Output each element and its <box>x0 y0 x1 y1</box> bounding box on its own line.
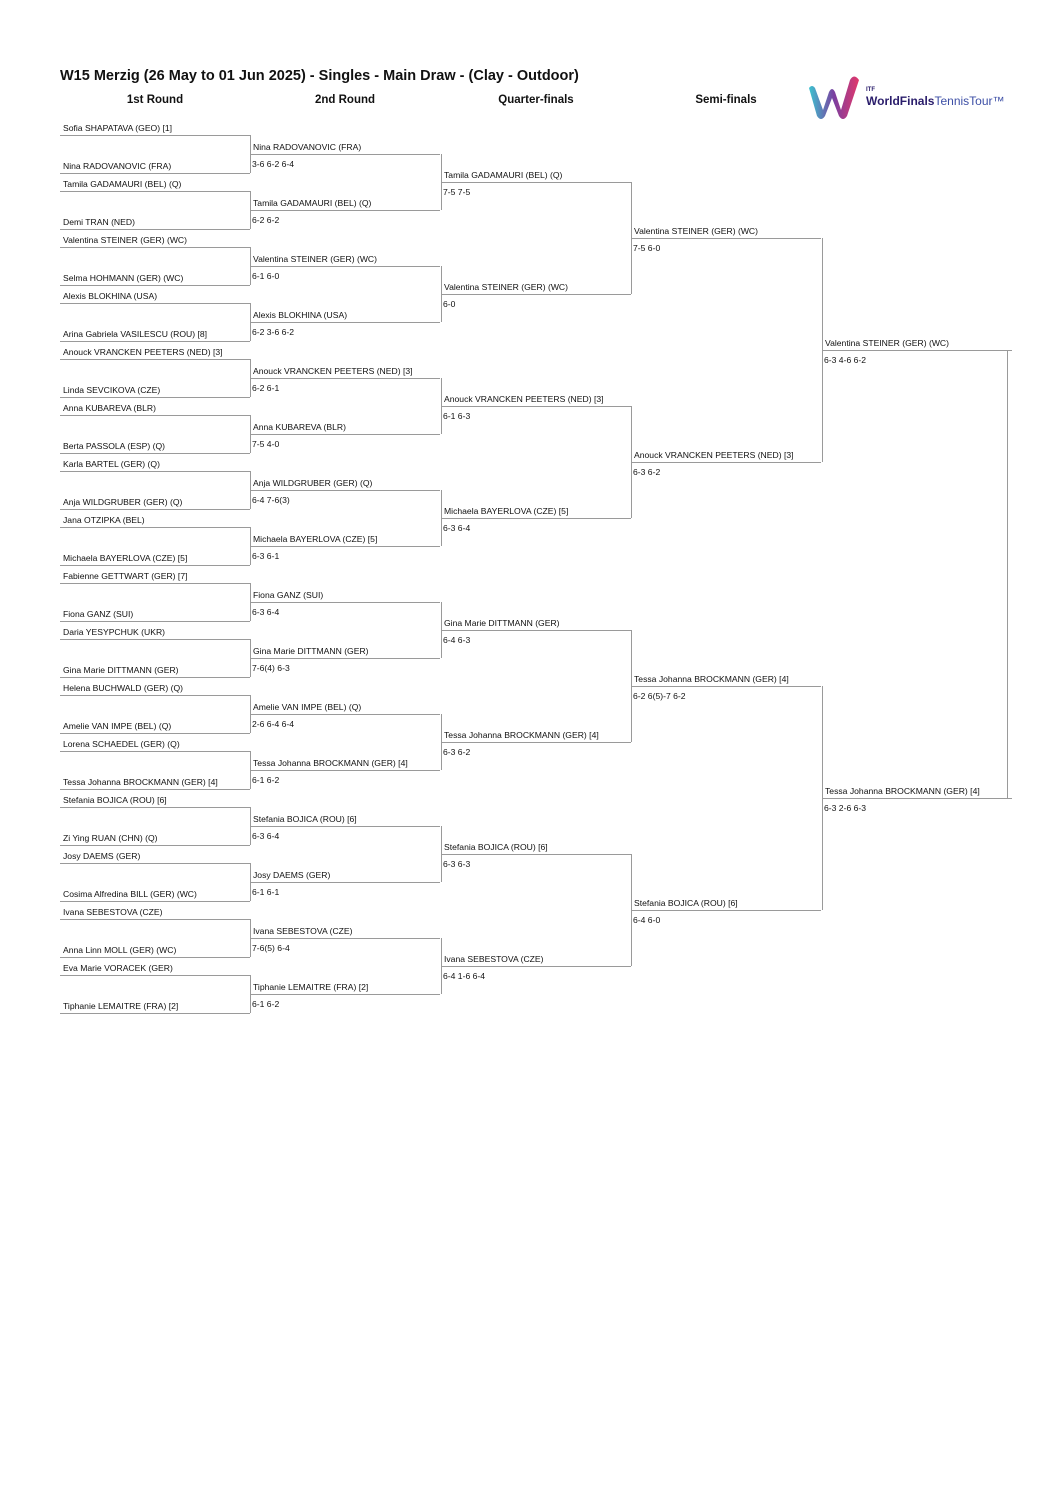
bracket-line <box>60 341 250 342</box>
bracket-line <box>250 546 440 547</box>
player-name-r2: Josy DAEMS (GER) <box>253 870 331 880</box>
bracket-line <box>60 975 250 976</box>
player-name-r2: Amelie VAN IMPE (BEL) (Q) <box>253 702 362 712</box>
match-score-r2: 6-2 3-6 6-2 <box>252 327 295 337</box>
bracket-line <box>60 471 250 472</box>
bracket-line <box>60 863 250 864</box>
bracket-line <box>631 238 821 239</box>
player-name-r1: Valentina STEINER (GER) (WC) <box>63 235 187 245</box>
bracket-line <box>60 415 250 416</box>
player-name-r1: Anouck VRANCKEN PEETERS (NED) [3] <box>63 347 223 357</box>
match-score-r2: 6-2 6-2 <box>252 215 280 225</box>
player-name-r1: Anja WILDGRUBER (GER) (Q) <box>63 497 183 507</box>
match-score-r2: 6-1 6-0 <box>252 271 280 281</box>
player-name-r1: Eva Marie VORACEK (GER) <box>63 963 173 973</box>
bracket-line <box>60 135 250 136</box>
match-score-final: 6-3 2-6 6-3 <box>824 803 867 813</box>
player-name-r2: Fiona GANZ (SUI) <box>253 590 324 600</box>
bracket-line <box>250 994 440 995</box>
bracket-line <box>250 378 440 379</box>
player-name-r1: Tamila GADAMAURI (BEL) (Q) <box>63 179 182 189</box>
match-score-qf: 6-4 1-6 6-4 <box>443 971 486 981</box>
player-name-r1: Anna KUBAREVA (BLR) <box>63 403 156 413</box>
bracket-line <box>60 359 250 360</box>
match-score-qf: 6-4 6-3 <box>443 635 471 645</box>
player-name-r1: Linda SEVCIKOVA (CZE) <box>63 385 161 395</box>
bracket-line <box>250 434 440 435</box>
bracket-line <box>60 901 250 902</box>
bracket-line <box>250 490 440 491</box>
bracket-line <box>60 247 250 248</box>
logo-word-world: World <box>866 94 900 108</box>
bracket-line <box>250 938 440 939</box>
player-name-r1: Alexis BLOKHINA (USA) <box>63 291 158 301</box>
player-name-qf: Valentina STEINER (GER) (WC) <box>444 282 568 292</box>
bracket-line <box>60 845 250 846</box>
bracket-line <box>60 621 250 622</box>
match-score-qf: 6-3 6-4 <box>443 523 471 533</box>
player-name-r1: Tiphanie LEMAITRE (FRA) [2] <box>63 1001 179 1011</box>
bracket-connector <box>1007 350 1008 798</box>
round-header-quarter-finals: Quarter-finals <box>498 94 574 106</box>
bracket-line <box>822 350 1012 351</box>
player-name-r2: Alexis BLOKHINA (USA) <box>253 310 348 320</box>
match-score-r2: 6-4 7-6(3) <box>252 495 290 505</box>
bracket-line <box>441 182 631 183</box>
match-score-sf: 6-4 6-0 <box>633 915 661 925</box>
player-name-sf: Anouck VRANCKEN PEETERS (NED) [3] <box>634 450 794 460</box>
bracket-line <box>60 639 250 640</box>
player-name-qf: Tamila GADAMAURI (BEL) (Q) <box>444 170 563 180</box>
match-score-r2: 6-3 6-4 <box>252 831 280 841</box>
bracket-line <box>60 527 250 528</box>
bracket-line <box>60 733 250 734</box>
bracket-line <box>60 191 250 192</box>
bracket-line <box>60 303 250 304</box>
bracket-line <box>441 742 631 743</box>
player-name-r1: Daria YESYPCHUK (UKR) <box>63 627 166 637</box>
match-score-r2: 6-1 6-1 <box>252 887 280 897</box>
player-name-r1: Tessa Johanna BROCKMANN (GER) [4] <box>63 777 218 787</box>
w-logo-icon <box>806 74 862 122</box>
match-score-sf: 6-2 6(5)-7 6-2 <box>633 691 686 701</box>
player-name-r1: Josy DAEMS (GER) <box>63 851 141 861</box>
bracket-line <box>250 154 440 155</box>
bracket-line <box>822 798 1012 799</box>
player-name-r2: Tamila GADAMAURI (BEL) (Q) <box>253 198 372 208</box>
match-score-r2: 2-6 6-4 6-4 <box>252 719 295 729</box>
player-name-r1: Zi Ying RUAN (CHN) (Q) <box>63 833 158 843</box>
logo-word-tennis: Tennis <box>934 94 970 108</box>
player-name-r1: Cosima Alfredina BILL (GER) (WC) <box>63 889 197 899</box>
player-name-r2: Anna KUBAREVA (BLR) <box>253 422 346 432</box>
bracket-line <box>60 807 250 808</box>
bracket-line <box>60 957 250 958</box>
match-score-r2: 6-2 6-1 <box>252 383 280 393</box>
player-name-r1: Gina Marie DITTMANN (GER) <box>63 665 179 675</box>
round-header-semi-finals: Semi-finals <box>695 94 757 106</box>
player-name-r2: Valentina STEINER (GER) (WC) <box>253 254 377 264</box>
match-score-r2: 6-3 6-1 <box>252 551 280 561</box>
player-name-r1: Sofia SHAPATAVA (GEO) [1] <box>63 123 173 133</box>
player-name-r1: Amelie VAN IMPE (BEL) (Q) <box>63 721 172 731</box>
bracket-line <box>60 789 250 790</box>
logo-wordmark <box>866 94 1005 108</box>
bracket-line <box>60 695 250 696</box>
bracket-line <box>250 826 440 827</box>
player-name-r1: Ivana SEBESTOVA (CZE) <box>63 907 163 917</box>
match-score-r2: 6-1 6-2 <box>252 775 280 785</box>
player-name-r1: Michaela BAYERLOVA (CZE) [5] <box>63 553 188 563</box>
player-name-r1: Karla BARTEL (GER) (Q) <box>63 459 160 469</box>
player-name-r1: Demi TRAN (NED) <box>63 217 135 227</box>
bracket-line <box>250 770 440 771</box>
bracket-line <box>250 658 440 659</box>
player-name-r1: Selma HOHMANN (GER) (WC) <box>63 273 184 283</box>
bracket-line <box>60 173 250 174</box>
player-name-r1: Helena BUCHWALD (GER) (Q) <box>63 683 184 693</box>
logo-word-finals: Finals <box>899 94 935 108</box>
match-score-sf: 6-3 6-2 <box>633 467 661 477</box>
bracket-line <box>250 714 440 715</box>
player-name-r2: Tessa Johanna BROCKMANN (GER) [4] <box>253 758 408 768</box>
bracket-line <box>60 677 250 678</box>
player-name-r1: Lorena SCHAEDEL (GER) (Q) <box>63 739 180 749</box>
player-name-final: Tessa Johanna BROCKMANN (GER) [4] <box>825 786 980 796</box>
player-name-r2: Anja WILDGRUBER (GER) (Q) <box>253 478 373 488</box>
bracket-line <box>60 509 250 510</box>
bracket-line <box>631 686 821 687</box>
player-name-r1: Fiona GANZ (SUI) <box>63 609 134 619</box>
match-score-r2: 7-5 4-0 <box>252 439 280 449</box>
player-name-r2: Tiphanie LEMAITRE (FRA) [2] <box>253 982 369 992</box>
player-name-qf: Anouck VRANCKEN PEETERS (NED) [3] <box>444 394 604 404</box>
player-name-qf: Michaela BAYERLOVA (CZE) [5] <box>444 506 569 516</box>
draw-title: W15 Merzig (26 May to 01 Jun 2025) - Singles - Main Draw - (Clay - Outdoor) <box>60 68 579 84</box>
match-score-r2: 7-6(4) 6-3 <box>252 663 290 673</box>
bracket-line <box>60 397 250 398</box>
bracket-line <box>250 322 440 323</box>
player-name-r2: Gina Marie DITTMANN (GER) <box>253 646 369 656</box>
match-score-final: 6-3 4-6 6-2 <box>824 355 867 365</box>
bracket-line <box>250 266 440 267</box>
match-score-sf: 7-5 6-0 <box>633 243 661 253</box>
bracket-line <box>441 966 631 967</box>
bracket-line <box>60 919 250 920</box>
match-score-r2: 3-6 6-2 6-4 <box>252 159 295 169</box>
player-name-r1: Nina RADOVANOVIC (FRA) <box>63 161 172 171</box>
match-score-r2: 7-6(5) 6-4 <box>252 943 290 953</box>
player-name-r1: Arina Gabriela VASILESCU (ROU) [8] <box>63 329 208 339</box>
bracket-line <box>631 462 821 463</box>
player-name-qf: Gina Marie DITTMANN (GER) <box>444 618 560 628</box>
player-name-sf: Tessa Johanna BROCKMANN (GER) [4] <box>634 674 789 684</box>
player-name-r1: Anna Linn MOLL (GER) (WC) <box>63 945 177 955</box>
player-name-qf: Tessa Johanna BROCKMANN (GER) [4] <box>444 730 599 740</box>
bracket-line <box>60 1013 250 1014</box>
player-name-r2: Michaela BAYERLOVA (CZE) [5] <box>253 534 378 544</box>
player-name-qf: Ivana SEBESTOVA (CZE) <box>444 954 544 964</box>
bracket-line <box>441 406 631 407</box>
player-name-r2: Stefania BOJICA (ROU) [6] <box>253 814 357 824</box>
bracket-line <box>60 583 250 584</box>
itf-label: ITF <box>866 87 875 93</box>
bracket-line <box>60 565 250 566</box>
bracket-line <box>441 854 631 855</box>
bracket-line <box>60 751 250 752</box>
match-score-qf: 7-5 7-5 <box>443 187 471 197</box>
match-score-r2: 6-1 6-2 <box>252 999 280 1009</box>
round-header-2nd-round: 2nd Round <box>314 94 376 106</box>
player-name-r1: Berta PASSOLA (ESP) (Q) <box>63 441 166 451</box>
bracket-line <box>60 229 250 230</box>
match-score-qf: 6-1 6-3 <box>443 411 471 421</box>
player-name-r1: Stefania BOJICA (ROU) [6] <box>63 795 167 805</box>
player-name-qf: Stefania BOJICA (ROU) [6] <box>444 842 548 852</box>
match-score-qf: 6-3 6-3 <box>443 859 471 869</box>
bracket-line <box>441 294 631 295</box>
logo-word-tour: Tour <box>969 94 993 108</box>
player-name-r2: Nina RADOVANOVIC (FRA) <box>253 142 362 152</box>
round-header-1st-round: 1st Round <box>126 94 184 106</box>
player-name-sf: Valentina STEINER (GER) (WC) <box>634 226 758 236</box>
bracket-line <box>441 630 631 631</box>
world-tennis-tour-logo <box>806 74 1005 122</box>
match-score-r2: 6-3 6-4 <box>252 607 280 617</box>
bracket-line <box>60 285 250 286</box>
player-name-sf: Stefania BOJICA (ROU) [6] <box>634 898 738 908</box>
bracket-line <box>631 910 821 911</box>
match-score-qf: 6-0 <box>443 299 456 309</box>
bracket-line <box>60 453 250 454</box>
player-name-final: Valentina STEINER (GER) (WC) <box>825 338 949 348</box>
player-name-r2: Anouck VRANCKEN PEETERS (NED) [3] <box>253 366 413 376</box>
player-name-r1: Fabienne GETTWART (GER) [7] <box>63 571 188 581</box>
bracket-line <box>441 518 631 519</box>
match-score-qf: 6-3 6-2 <box>443 747 471 757</box>
bracket-line <box>250 210 440 211</box>
player-name-r1: Jana OTZIPKA (BEL) <box>63 515 145 525</box>
bracket-line <box>250 882 440 883</box>
logo-trademark: ™ <box>992 94 1005 108</box>
bracket-line <box>250 602 440 603</box>
player-name-r2: Ivana SEBESTOVA (CZE) <box>253 926 353 936</box>
